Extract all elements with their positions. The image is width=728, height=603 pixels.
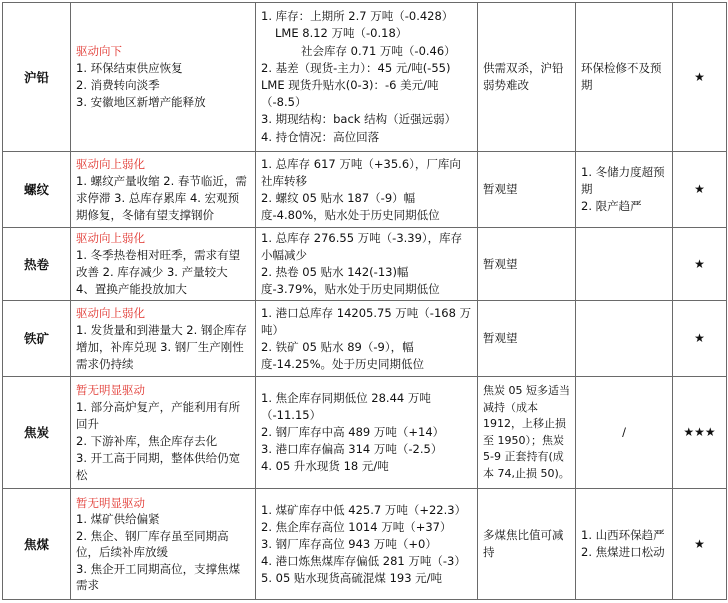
data-cell: 1. 煤矿库存中低 425.7 万吨（+22.3） 2. 焦企库存高位 1014 万吨（+37） 3. 钢厂库存高位 943 万吨（+0） 4. 港口炼焦煤库存偏低 281 万吨（-3） 5. 05 贴水现货高硫混煤 193 元/吨 — [256, 489, 478, 600]
rating-stars: ★ — [673, 3, 727, 152]
driver-title: 驱动向上弱化 — [76, 305, 145, 320]
driver-title: 暂无明显驱动 — [76, 382, 145, 397]
view-cell: 暂观望 — [478, 152, 576, 228]
driver-title: 暂无明显驱动 — [76, 495, 145, 510]
driver-cell: 驱动向下 1. 环保结束供应恢复 2. 消费转向淡季 3. 安徽地区新增产能释放 — [71, 3, 256, 152]
driver-cell: 驱动向上弱化 1. 冬季热卷相对旺季，需求有望改善 2. 库存减少 3. 产量较大 4、置换产能投放加大 — [71, 228, 256, 301]
table-row — [3, 377, 727, 489]
table-row — [3, 301, 727, 377]
commodity-name: 热卷 — [3, 228, 71, 301]
table-row — [3, 3, 727, 152]
table-row — [3, 152, 727, 228]
commodity-name: 焦炭 — [3, 377, 71, 489]
table-row — [3, 489, 727, 600]
data-cell: 1. 总库存 276.55 万吨（-3.39），库存小幅减少 2. 热卷 05 贴水 142(-13)幅度-3.79%，贴水处于历史同期低位 — [256, 228, 478, 301]
risk-cell: 1. 山西环保趋严 2. 焦煤进口松动 — [576, 489, 673, 600]
driver-cell: 暂无明显驱动 1. 部分高炉复产，产能利用有所回升 2. 下游补库，焦企库存去化 3. 开工高于同期，整体供给仍宽松 — [71, 377, 256, 489]
table-row — [3, 228, 727, 301]
driver-cell: 驱动向上弱化 1. 发货量和到港量大 2. 钢企库存增加，补库兑现 3. 钢厂生产刚性需求仍持续 — [71, 301, 256, 377]
view-cell: 多煤焦比值可减持 — [478, 489, 576, 600]
rating-stars: ★ — [673, 152, 727, 228]
data-cell: 1. 总库存 617 万吨（+35.6），厂库向社库转移 2. 螺纹 05 贴水 187（-9）幅度-4.80%，贴水处于历史同期低位 — [256, 152, 478, 228]
driver-cell: 暂无明显驱动 1. 煤矿供给偏紧 2. 焦企、钢厂库存虽至同期高位，后续补库放缓 3. 焦企开工同期高位，支撑焦煤需求 — [71, 489, 256, 600]
view-cell: 焦炭 05 短多适当减持（成本 1912，上移止损至 1950）；焦炭 5-9 正套持有(成本 74,止损 50)。 — [478, 377, 576, 489]
risk-cell: / — [576, 377, 673, 489]
commodity-name: 焦煤 — [3, 489, 71, 600]
rating-stars: ★ — [673, 489, 727, 600]
view-cell: 暂观望 — [478, 301, 576, 377]
view-cell: 暂观望 — [478, 228, 576, 301]
data-cell: 1. 港口总库存 14205.75 万吨（-168 万吨） 2. 铁矿 05 贴水 89（-9），幅度-14.25%。处于历史同期低位 — [256, 301, 478, 377]
commodity-name: 螺纹 — [3, 152, 71, 228]
risk-cell: 1. 冬储力度超预期 2. 限产趋严 — [576, 152, 673, 228]
driver-cell: 驱动向上弱化 1. 螺纹产量收缩 2. 春节临近，需求停滞 3. 总库存累库 4. 宏观预期修复，冬储有望支撑钢价 — [71, 152, 256, 228]
rating-stars: ★ — [673, 228, 727, 301]
commodity-table — [2, 2, 727, 600]
data-cell: 1. 焦企库存同期低位 28.44 万吨（-11.15） 2. 钢厂库存中高 489 万吨（+14） 3. 港口库存偏高 314 万吨（-2.5） 4. 05 升水现货 18 元/吨 — [256, 377, 478, 489]
driver-title: 驱动向上弱化 — [76, 156, 145, 171]
rating-stars: ★★★ — [673, 377, 727, 489]
commodity-name: 沪铅 — [3, 3, 71, 152]
risk-cell — [576, 301, 673, 377]
risk-cell: 环保检修不及预期 — [576, 3, 673, 152]
driver-title: 驱动向上弱化 — [76, 231, 145, 245]
rating-stars: ★ — [673, 301, 727, 377]
risk-cell — [576, 228, 673, 301]
view-cell: 供需双杀，沪铅弱势难改 — [478, 3, 576, 152]
driver-title: 驱动向下 — [76, 44, 122, 58]
commodity-name: 铁矿 — [3, 301, 71, 377]
data-cell: 1. 库存：上期所 2.7 万吨（-0.428） LME 8.12 万吨（-0.18） 社会库存 0.71 万吨（-0.46） 2. 基差（现货-主力）：45 元/吨(-55) LME 现货升贴水(0-3)：-6 美元/吨 （-8.5） 3. 期现结构：back 结构（近强远弱） 4. 持仓情况：高位回落 — [256, 3, 478, 152]
